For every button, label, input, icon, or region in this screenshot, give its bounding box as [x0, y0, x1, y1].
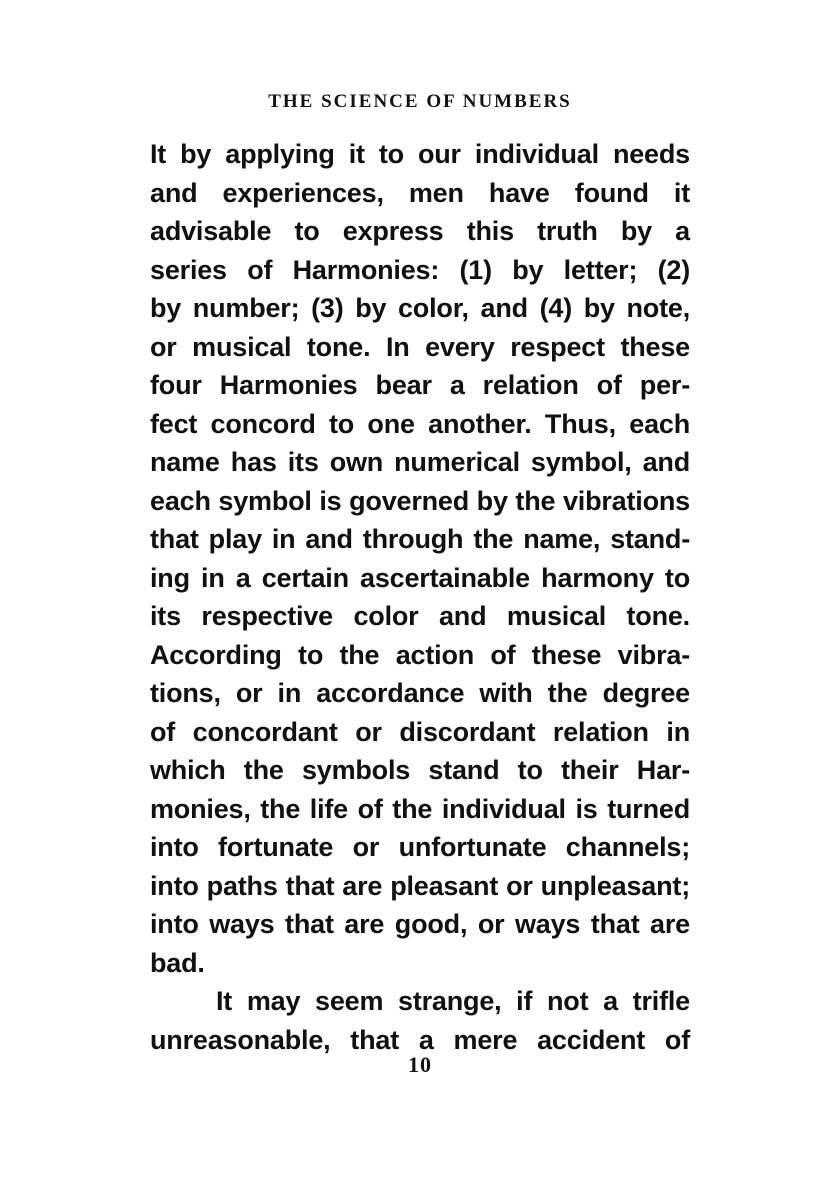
text-line: name has its own numerical symbol, and	[150, 447, 690, 477]
text-line: or musical tone. In every respect these	[150, 331, 690, 362]
text-line: four Harmonies bear a relation of per-	[150, 370, 690, 400]
text-line: and experiences, men have found it	[150, 177, 690, 208]
text-line: series of Harmonies: (1) by letter; (2)	[150, 254, 690, 285]
text-line: into fortunate or unfortunate channels;	[150, 832, 690, 862]
text-line: into ways that are good, or ways that are	[150, 909, 690, 939]
text-line: each symbol is governed by the vibrations	[150, 485, 690, 516]
text-line: its respective color and musical tone.	[150, 601, 690, 631]
text-line: According to the action of these vibra-	[150, 639, 690, 670]
page-number: 10	[408, 1052, 432, 1077]
text-line: monies, the life of the individual is turned	[150, 793, 690, 824]
text-line: that play in and through the name, stand-	[150, 524, 690, 554]
text-line: unreasonable, that a mere accident of	[150, 1024, 690, 1055]
running-head: THE SCIENCE OF NUMBERS	[268, 91, 572, 112]
text-line: ing in a certain ascertainable harmony to	[150, 562, 690, 593]
body-text	[150, 135, 690, 1059]
text-line: tions, or in accordance with the degree	[150, 678, 690, 708]
text-line: It may seem strange, if not a trifle	[216, 986, 690, 1016]
text-line: which the symbols stand to their Har-	[150, 755, 690, 785]
text-line: It by applying it to our individual needs	[150, 139, 690, 169]
text-line: by number; (3) by color, and (4) by note,	[150, 293, 690, 323]
text-line: fect concord to one another. Thus, each	[150, 408, 690, 439]
text-line: bad.	[150, 947, 205, 978]
text-line: into paths that are pleasant or unpleasant;	[150, 870, 690, 901]
paragraph-2	[150, 982, 690, 1059]
text-line: advisable to express this truth by a	[150, 216, 690, 246]
paragraph-1	[150, 135, 690, 982]
text-line: of concordant or discordant relation in	[150, 716, 690, 747]
